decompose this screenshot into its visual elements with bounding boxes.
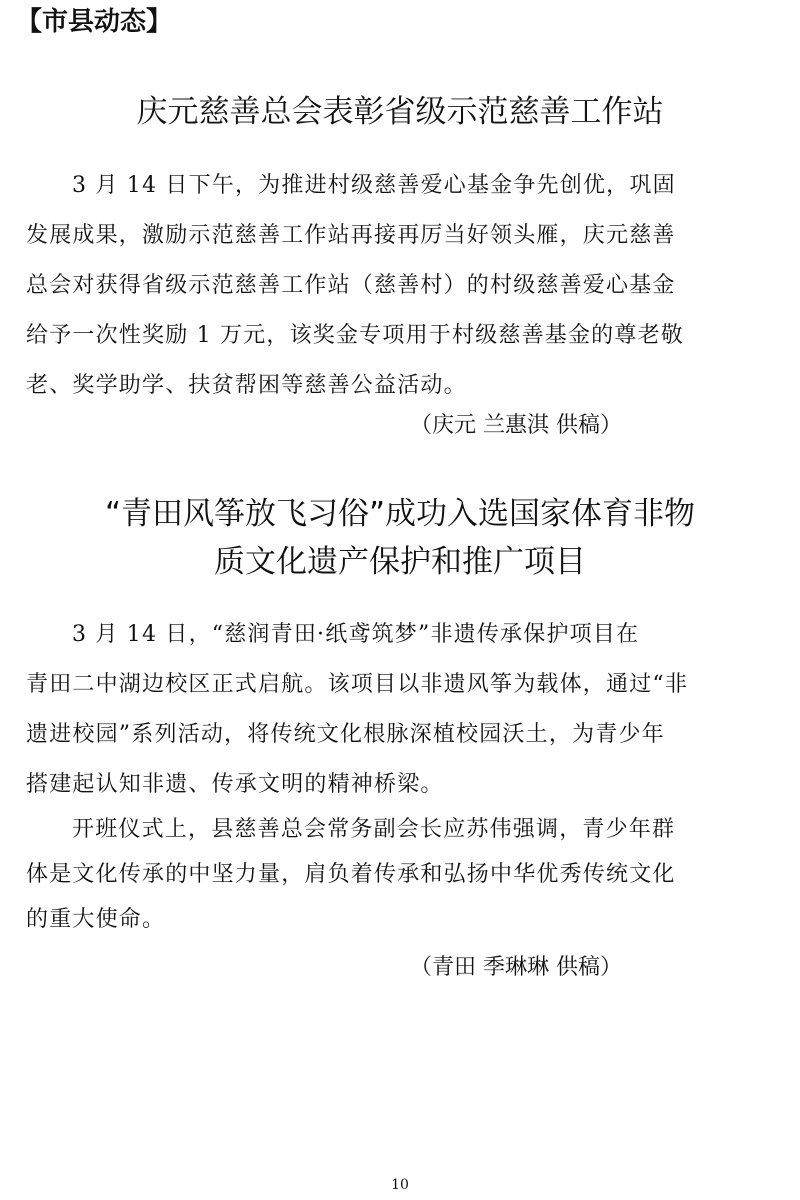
article2-line: 的重大使命。 <box>26 907 166 932</box>
article1-line: 总会对获得省级示范慈善工作站（慈善村）的村级慈善爱心基金 <box>26 273 676 298</box>
page-number: 10 <box>391 1177 409 1193</box>
article2-line: 开班仪式上，县慈善总会常务副会长应苏伟强调，青少年群 <box>72 817 676 842</box>
section-tag: 【市县动态】 <box>16 7 173 37</box>
article2-title-line: 质文化遗产保护和推广项目 <box>214 544 586 580</box>
article2-line: 体是文化传承的中坚力量，肩负着传承和弘扬中华优秀传统文化 <box>26 862 676 887</box>
article2-line: 搭建起认知非遗、传承文明的精神桥梁。 <box>26 772 444 797</box>
article1-title <box>0 88 800 136</box>
article2-title <box>0 490 800 586</box>
article1-title-text: 庆元慈善总会表彰省级示范慈善工作站 <box>136 94 664 130</box>
article1-credit: （庆元 兰惠淇 供稿） <box>410 413 622 438</box>
article1-line: 老、奖学助学、扶贫帮困等慈善公益活动。 <box>26 373 467 398</box>
article2-credit: （青田 季琳琳 供稿） <box>410 955 622 980</box>
article2-line: 3 月 14 日，“慈润青田·纸鸢筑梦”非遗传承保护项目在 <box>72 622 640 647</box>
article1-line: 3 月 14 日下午，为推进村级慈善爱心基金争先创优，巩固 <box>72 173 676 198</box>
article2-line: 青田二中湖边校区正式启航。该项目以非遗风筝为载体，通过“非 <box>26 672 689 697</box>
article1-line: 发展成果，激励示范慈善工作站再接再厉当好领头雁，庆元慈善 <box>26 223 676 248</box>
article1-line: 给予一次性奖励 1 万元，该奖金专项用于村级慈善基金的尊老敬 <box>26 323 684 348</box>
article2-line: 遗进校园”系列活动，将传统文化根脉深植校园沃土，为青少年 <box>26 722 665 747</box>
article2-title-line: “青田风筝放飞习俗”成功入选国家体育非物 <box>104 496 696 532</box>
